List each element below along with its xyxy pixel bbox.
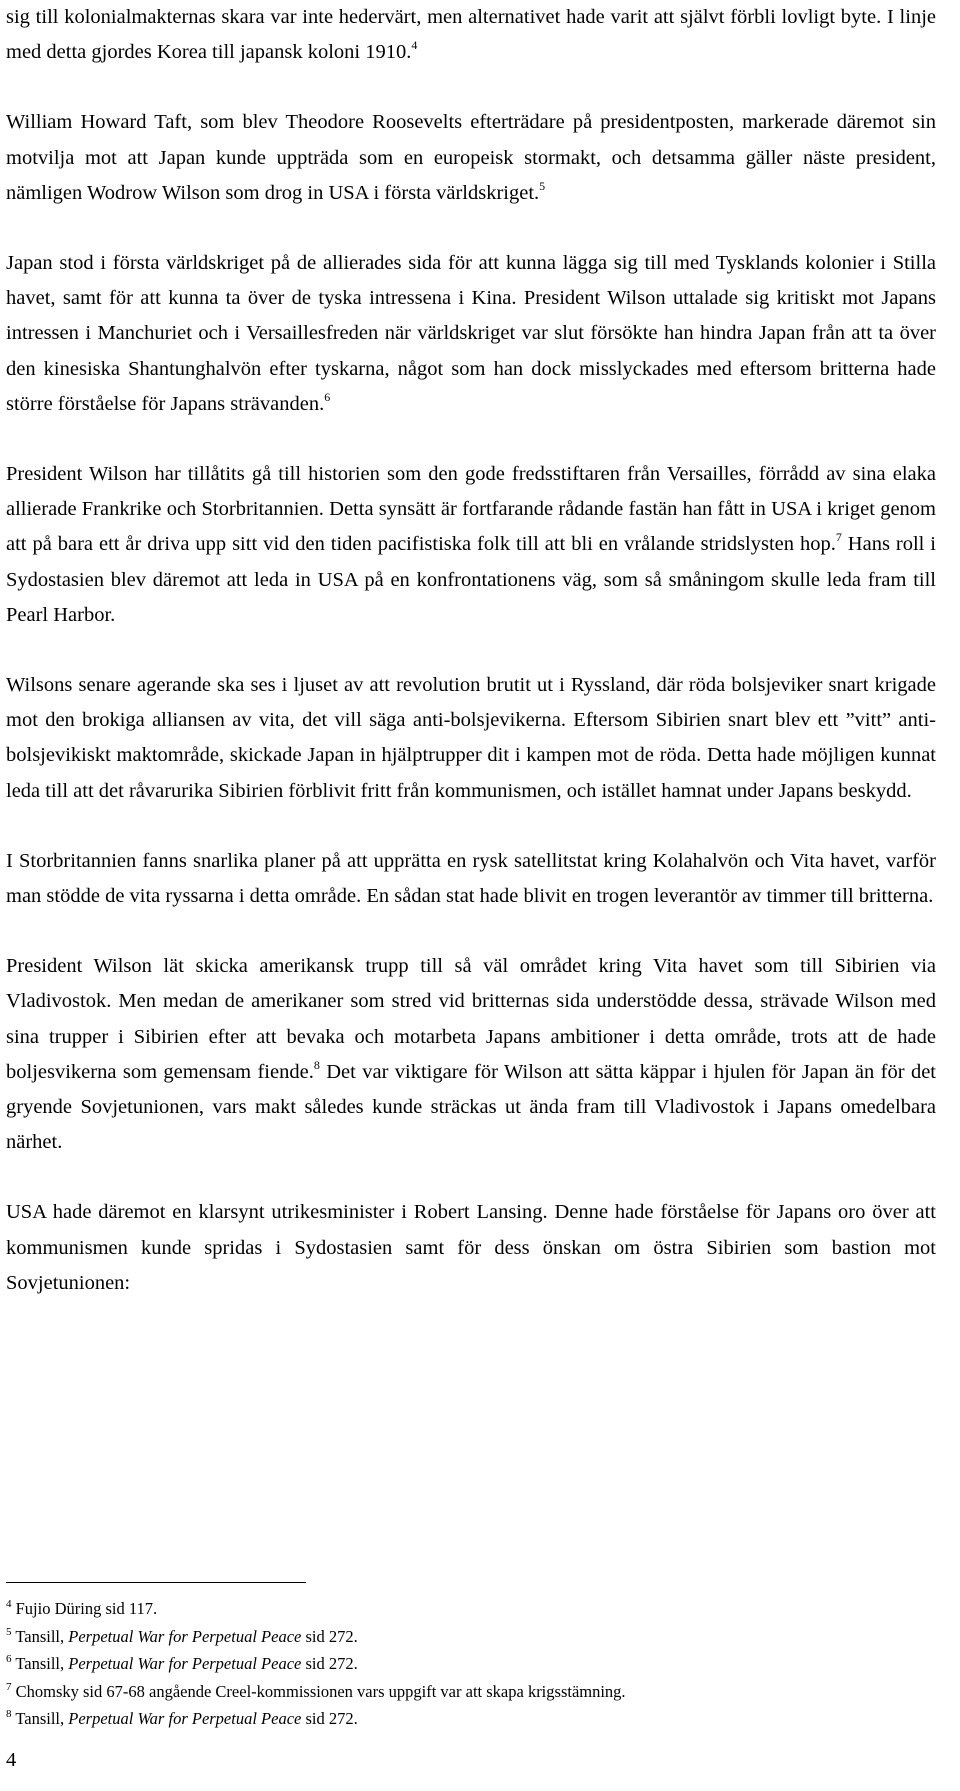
footnote: $^4$ Fujio Düring sid 117. — [6, 1598, 158, 1618]
footnote-marker[interactable]: 8 — [313, 1057, 320, 1072]
footnote-marker[interactable]: 5 — [539, 178, 546, 193]
source-title: Perpetual War for Perpetual Peace — [68, 1709, 302, 1728]
paragraph: Japan stod i första världskriget på de allierades sida för att kunna lägga sig till med Tysklands kolonier i Stilla havet, samt för att kunna ta över de tyska intressena i Kina. President Wilson uttalade sig kritiskt mot Japans intressen i Manchuriet och i Versaillesfreden när världskriget var slut försökte han hindra Japan från att ta över den kinesiska Shantunghalvön efter tyskarna, något som han dock misslyckades med eftersom britterna hade större förståelse för Japans strävanden.$^6$ — [6, 252, 936, 415]
footnote: $^6$ Tansill, Perpetual War for Perpetual Peace sid 272. — [6, 1653, 358, 1673]
paragraph: sig till kolonialmakternas skara var inte hedervärt, men alternativet hade varit att självt förbli lovligt byte. I linje med detta gjordes Korea till japansk koloni 1910.$^4$ — [6, 6, 936, 64]
source-title: Perpetual War for Perpetual Peace — [68, 1654, 302, 1673]
footnote: $^7$ Chomsky sid 67-68 angående Creel-kommissionen vars uppgift var att skapa krigsstämning. — [6, 1680, 626, 1701]
paragraph: President Wilson lät skicka amerikansk trupp till så väl området kring Vita havet som till Sibirien via Vladivostok. Men medan de amerikaner som stred vid britternas sida understödde dessa, strävade Wilson med sina trupper i Sibirien efter att bevaka och motarbeta Japans ambitioner i detta område, trots att de hade boljesvikerna som gemensam fiende.$^8$ Det var viktigare för Wilson att sätta käppar i hjulen för Japan än för det gryende Sovjetunionen, vars makt således kunde sträckas ut ända fram till Vladivostok i Japans omedelbara närhet. — [6, 955, 936, 1154]
paragraph: I Storbritannien fanns snarlika planer på att upprätta en rysk satellitstat kring Kolahalvön och Vita havet, varför man stödde de vita ryssarna i detta område. En sådan stat hade blivit en trogen leverantör av timmer till britterna. — [6, 849, 936, 908]
paragraph: Wilsons senare agerande ska ses i ljuset av att revolution brutit ut i Ryssland, där röda bolsjeviker snart krigade mot den brokiga alliansen av vita, det vill säga anti-bolsjevikerna. Eftersom Sibirien snart blev ett ”vitt” anti-bolsjevikiskt maktområde, skickade Japan in hjälptrupper dit i kampen mot de röda. Detta hade möjligen kunnat leda till att det råvarurika Sibirien förblivit fritt från kommunismen, och istället hamnat under Japans beskydd. — [6, 674, 936, 802]
source-title: Perpetual War for Perpetual Peace — [68, 1626, 302, 1646]
body-text — [6, 0, 936, 1301]
footnote-marker[interactable]: 7 — [835, 530, 842, 545]
footnote-marker[interactable]: 4 — [411, 38, 418, 53]
page-number: 4 — [6, 1749, 17, 1771]
paragraph: USA hade däremot en klarsynt utrikesminister i Robert Lansing. Denne hade förståelse för Japans oro över att kommunismen kunde spridas i Sydostasien samt för dess önskan om östra Sibirien som bastion mot Sovjetunionen: — [6, 1201, 936, 1294]
footnote: $^8$ Tansill, Perpetual War for Perpetual Peace sid 272. — [6, 1708, 358, 1728]
paragraph: President Wilson har tillåtits gå till historien som den gode fredsstiftaren från Versailles, förrådd av sina elaka allierade Frankrike och Storbritannien. Detta synsätt är fortfarande rådande fastän han fått in USA i kriget genom att på bara ett år driva upp sitt vid den tiden pacifistiska folk till att bli en vrålande stridslysten hop.$^7$ Hans roll i Sydostasien blev däremot att leda in USA på en konfrontationens väg, som så småningom skulle leda fram till Pearl Harbor. — [6, 463, 936, 626]
footnote-marker[interactable]: 6 — [324, 389, 331, 404]
footnote-separator — [6, 1582, 306, 1583]
footnotes — [6, 1595, 936, 1733]
paragraph: William Howard Taft, som blev Theodore Roosevelts efterträdare på presidentposten, markerade däremot sin motvilja mot att Japan kunde uppträda som en europeisk stormakt, och detsamma gäller näste president, nämligen Wodrow Wilson som drog in USA i första världskriget.$^5$ — [6, 111, 936, 204]
footnote: $^5$ Tansill, Perpetual War for Perpetual Peace sid 272. — [6, 1625, 358, 1646]
